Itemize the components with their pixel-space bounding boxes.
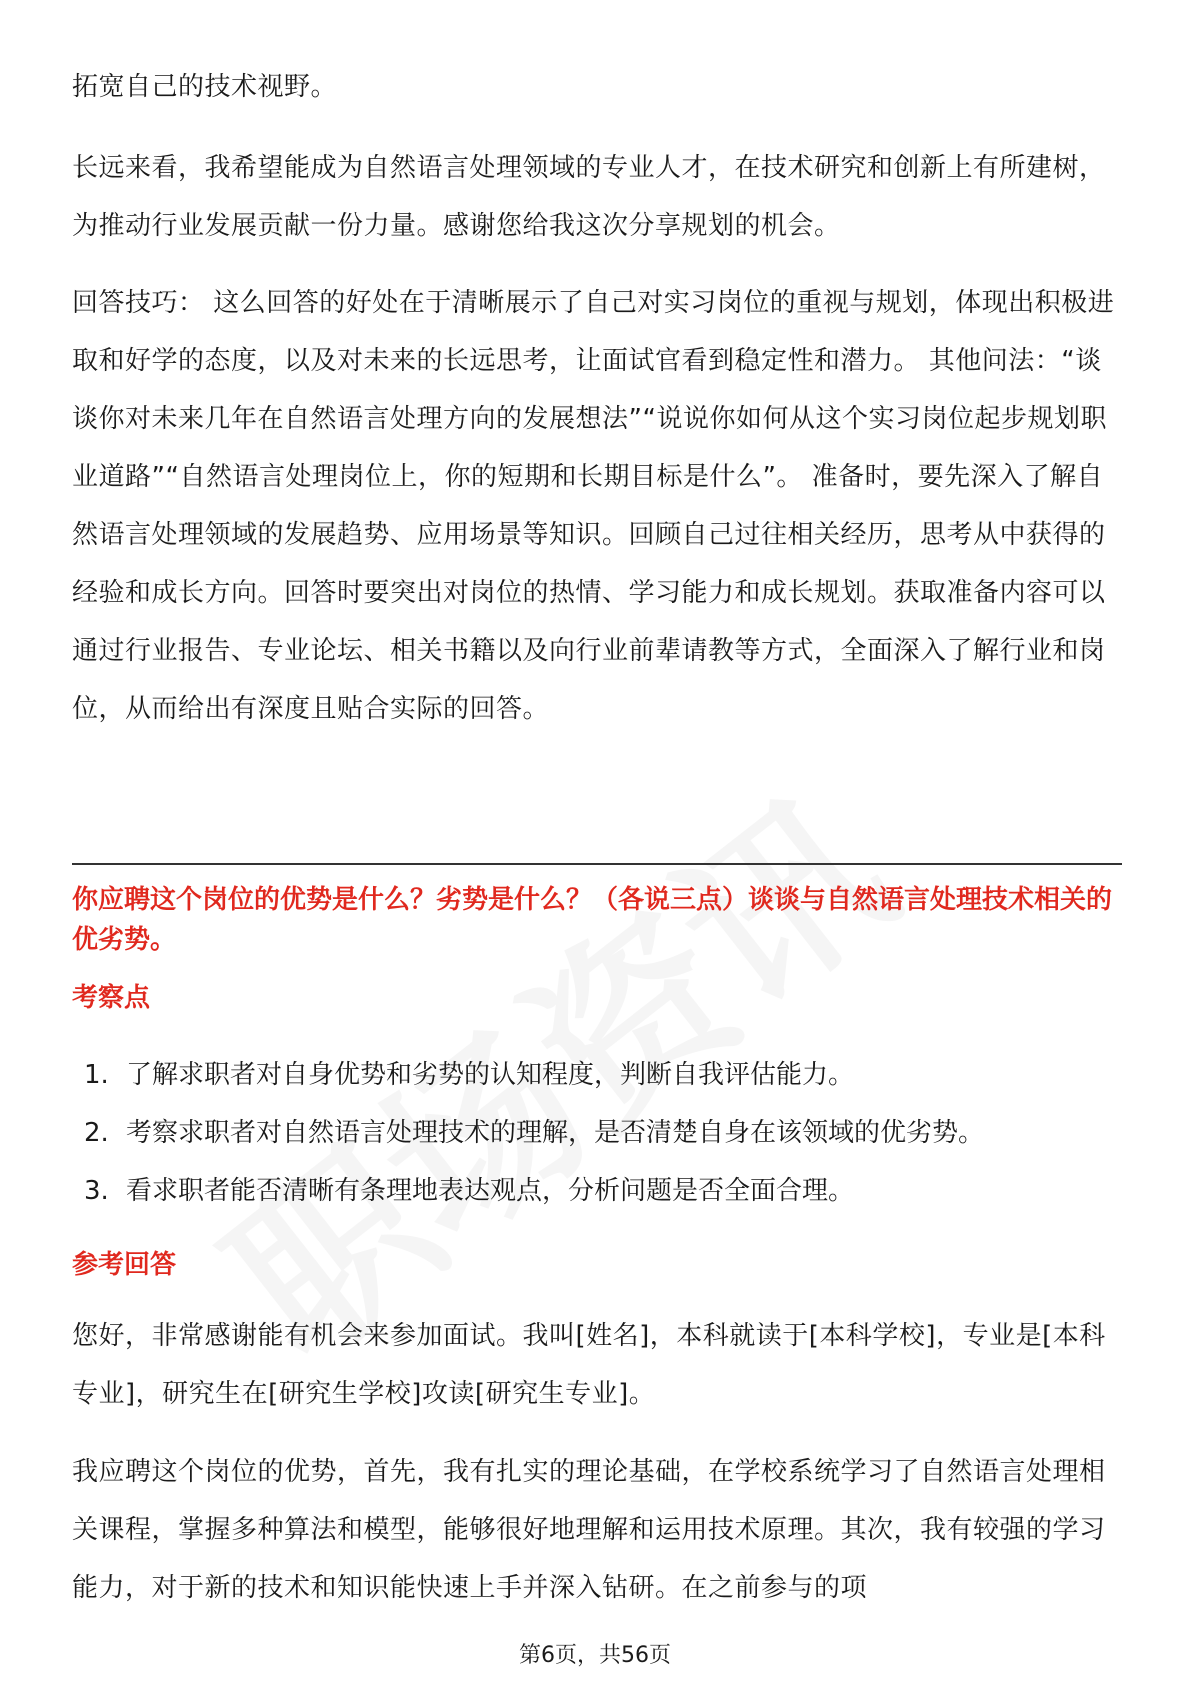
list-item: 2. 考察求职者对自然语言处理技术的理解，是否清楚自身在该领域的优劣势。	[84, 1118, 985, 1148]
page-footer: 第6页，共56页	[519, 1643, 671, 1668]
paragraph: 长远来看，我希望能成为自然语言处理领域的专业人才，在技术研究和创新上有所建树，为推动行业发展贡献一份力量。感谢您给我这次分享规划的机会。	[72, 153, 1106, 241]
exam-points-list	[84, 1046, 1114, 1220]
answer-tips-paragraph: 回答技巧： 这么回答的好处在于清晰展示了自己对实习岗位的重视与规划，体现出积极进取和好学的态度，以及对未来的长远思考，让面试官看到稳定性和潜力。 其他问法：“谈谈你对未来几年在自然语言处理方向的发展想法”“说说你如何从这个实习岗位起步规划职业道路”“自然语言处理岗位上，你的短期和长期目标是什么”。 准备时，要先深入了解自然语言处理领域的发展趋势、应用场景等知识。回顾自己过往相关经历，思考从中获得的经验和成长方向。回答时要突出对岗位的热情、学习能力和成长规划。获取准备内容可以通过行业报告、专业论坛、相关书籍以及向行业前辈请教等方式，全面深入了解行业和岗位，从而给出有深度且贴合实际的回答。	[72, 288, 1115, 724]
list-item: 3. 看求职者能否清晰有条理地表达观点，分析问题是否全面合理。	[84, 1176, 855, 1206]
reference-answer-heading: 参考回答	[72, 1250, 177, 1280]
paragraph: 您好，非常感谢能有机会来参加面试。我叫[姓名]，本科就读于[本科学校]，专业是[本科专业]，研究生在[研究生学校]攻读[研究生专业]。	[72, 1321, 1106, 1409]
paragraph: 我应聘这个岗位的优势，首先，我有扎实的理论基础，在学校系统学习了自然语言处理相关课程，掌握多种算法和模型，能够很好地理解和运用技术原理。其次，我有较强的学习能力，对于新的技术和知识能快速上手并深入钻研。在之前参与的项	[72, 1457, 1106, 1603]
question-title: 你应聘这个岗位的优势是什么？劣势是什么？（各说三点）谈谈与自然语言处理技术相关的优劣势。	[72, 885, 1113, 955]
section-divider	[72, 863, 1122, 865]
list-item: 1. 了解求职者对自身优势和劣势的认知程度，判断自我评估能力。	[84, 1060, 855, 1090]
paragraph: 拓宽自己的技术视野。	[72, 72, 338, 102]
exam-points-heading: 考察点	[72, 983, 151, 1013]
